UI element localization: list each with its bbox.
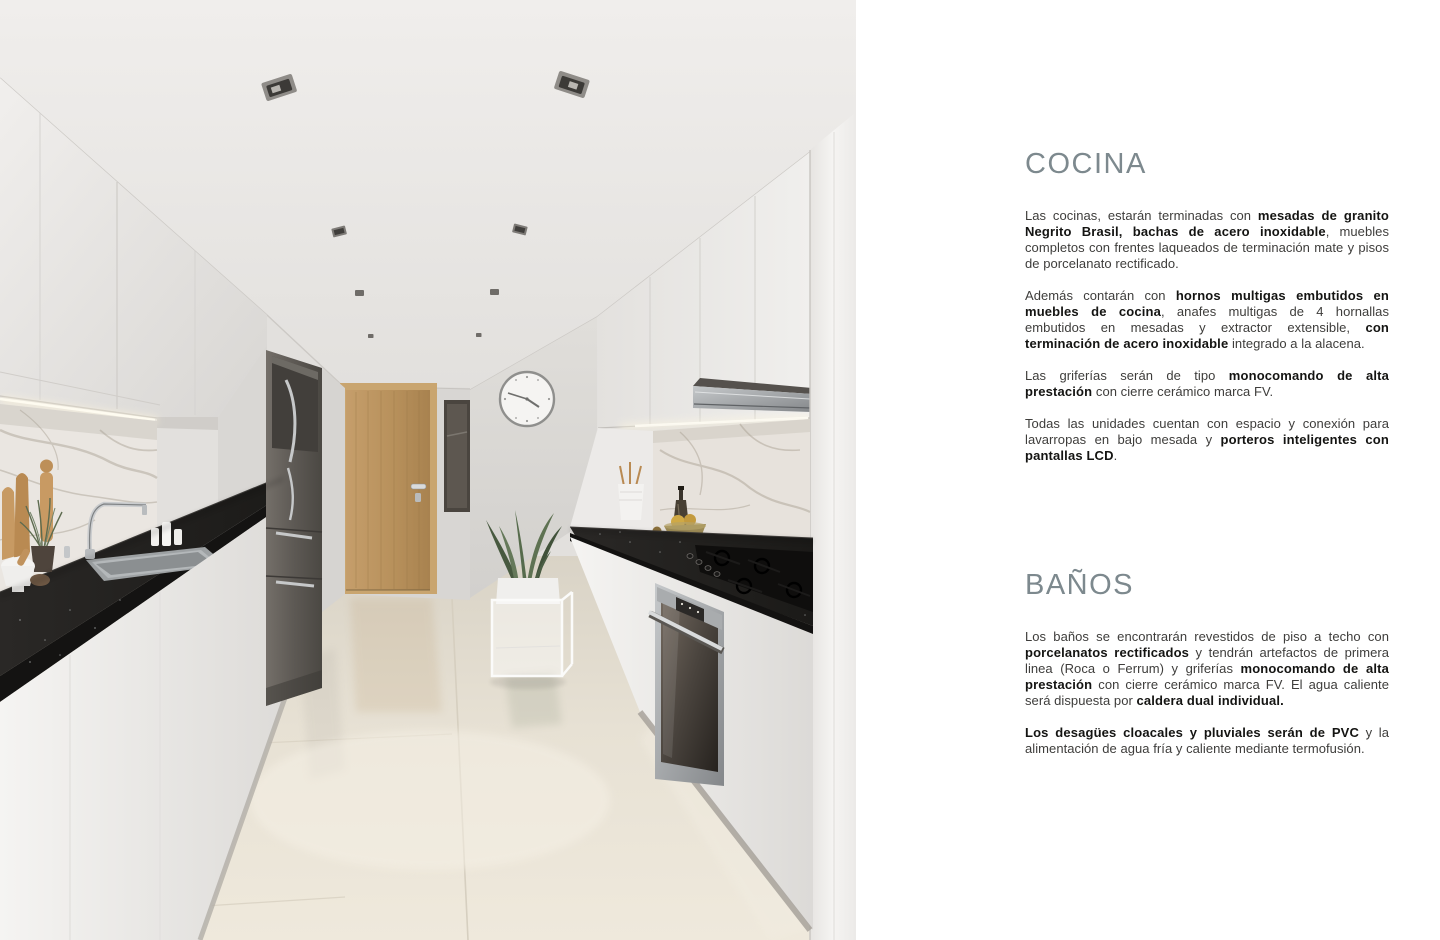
cocina-paragraph-2: Además contarán con hornos multigas embutidos en muebles de cocina, anafes multigas de 4 hornallas embutidos en mesadas y extractor extensible, con terminación de acero inoxidable integrado a la alacena. [1025, 288, 1390, 351]
utensil-crock [618, 462, 644, 520]
text-panel [856, 0, 1440, 940]
banos-paragraph-2: Los desagües cloacales y pluviales serán de PVC y la alimentación de agua fría y caliente mediante termofusión. [1025, 725, 1390, 756]
hallway-side-window [444, 400, 470, 512]
right-near-column [810, 112, 856, 940]
cocina-paragraph-4: Todas las unidades cuentan con espacio y conexión para lavarropas en bajo mesada y porteros inteligentes con pantallas LCD. [1025, 416, 1389, 463]
hallway-door [340, 383, 437, 594]
refrigerator [266, 350, 322, 706]
cocina-paragraph-3: Las griferías serán de tipo monocomando de alta prestación con cierre cerámico marca FV. [1025, 368, 1389, 399]
cocina-paragraph-1: Las cocinas, estarán terminadas con mesadas de granito Negrito Brasil, bachas de acero inoxidable, muebles completos con frentes laqueados de terminación mate y pisos de porcelanato rectificado. [1025, 208, 1389, 271]
section-title-banos: BAÑOS [1025, 569, 1135, 601]
section-banos [1025, 568, 1389, 757]
banos-paragraph-1: Los baños se encontrarán revestidos de piso a techo con porcelanatos rectificados y tendrán artefactos de primera linea (Roca o Ferrum) y griferías monocomando de alta prestación con cierre cerámico marca FV. El agua caliente será dispuesta por caldera dual individual. [1025, 629, 1390, 708]
built-in-oven [649, 583, 724, 786]
wall-clock [500, 372, 554, 426]
section-cocina [1025, 147, 1389, 464]
section-title-cocina: COCINA [1025, 148, 1147, 180]
hallway-left-wall [322, 368, 345, 612]
